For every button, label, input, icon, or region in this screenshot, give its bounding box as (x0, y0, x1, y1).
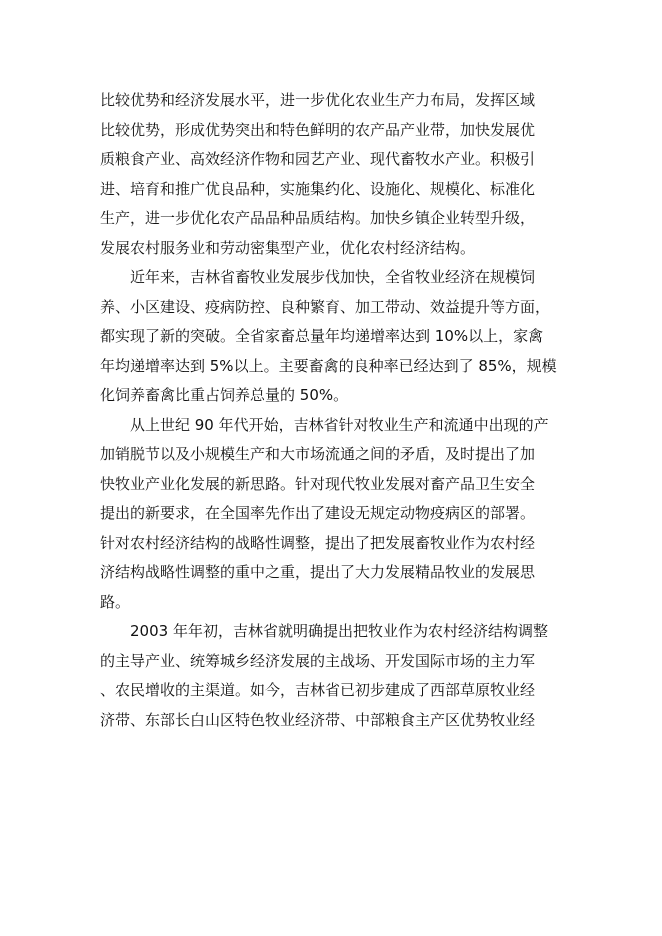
text-line: 比较优势，形成优势突出和特色鲜明的农产品产业带，加快发展优 (100, 120, 536, 139)
text-line: 比较优势和经济发展水平，进一步优化农业生产力布局，发挥区域 (100, 91, 536, 109)
text-line: 加销脱节以及小规模生产和大市场流通之间的矛盾，及时提出了加 (100, 445, 536, 463)
paragraph-2 (100, 263, 562, 411)
text-line: 近年来，吉林省畜牧业发展步伐加快，全省牧业经济在规模饲 (130, 268, 536, 286)
text-line: 年均递增率达到 5%以上。主要畜禽的良种率已经达到了 85%，规模 (100, 356, 557, 375)
text-line: 济结构战略性调整的重中之重，提出了大力发展精品牧业的发展思 (100, 563, 536, 581)
text-line: 提出的新要求，在全国率先作出了建设无规定动物疫病区的部署。 (100, 504, 536, 522)
text-line: 生产，进一步优化农产品品种品质结构。加快乡镇企业转型升级， (100, 209, 536, 227)
text-line: 发展农村服务业和劳动密集型产业，优化农村经济结构。 (100, 238, 476, 257)
text-line: 路。 (100, 592, 131, 611)
paragraph-3 (100, 411, 562, 618)
text-line: 进、培育和推广优良品种，实施集约化、设施化、规模化、标准化 (100, 179, 536, 198)
text-line: 都实现了新的突破。全省家畜总量年均递增率达到 10%以上，家禽 (100, 327, 544, 345)
text-line: 的主导产业、统筹城乡经济发展的主战场、开发国际市场的主力军 (100, 651, 536, 670)
text-line: 针对农村经济结构的战略性调整，提出了把发展畜牧业作为农村经 (100, 533, 536, 552)
paragraph-1 (100, 86, 562, 263)
text-line: 养、小区建设、疫病防控、良种繁育、加工带动、效益提升等方面， (100, 297, 551, 316)
text-line: 2003 年年初，吉林省就明确提出把牧业作为农村经济结构调整 (130, 622, 548, 640)
text-line: 质粮食产业、高效经济作物和园艺产业、现代畜牧水产业。积极引 (100, 150, 536, 168)
text-line: 化饲养畜禽比重占饲养总量的 50%。 (100, 386, 349, 404)
text-line: 、农民增收的主渠道。如今，吉林省已初步建成了西部草原牧业经 (100, 681, 536, 699)
paragraph-4 (100, 617, 562, 735)
text-line: 快牧业产业化发展的新思路。针对现代牧业发展对畜产品卫生安全 (100, 474, 536, 493)
document-body (100, 86, 562, 735)
text-line: 从上世纪 90 年代开始，吉林省针对牧业生产和流通中出现的产 (130, 415, 549, 434)
text-line: 济带、东部长白山区特色牧业经济带、中部粮食主产区优势牧业经 (100, 710, 536, 729)
